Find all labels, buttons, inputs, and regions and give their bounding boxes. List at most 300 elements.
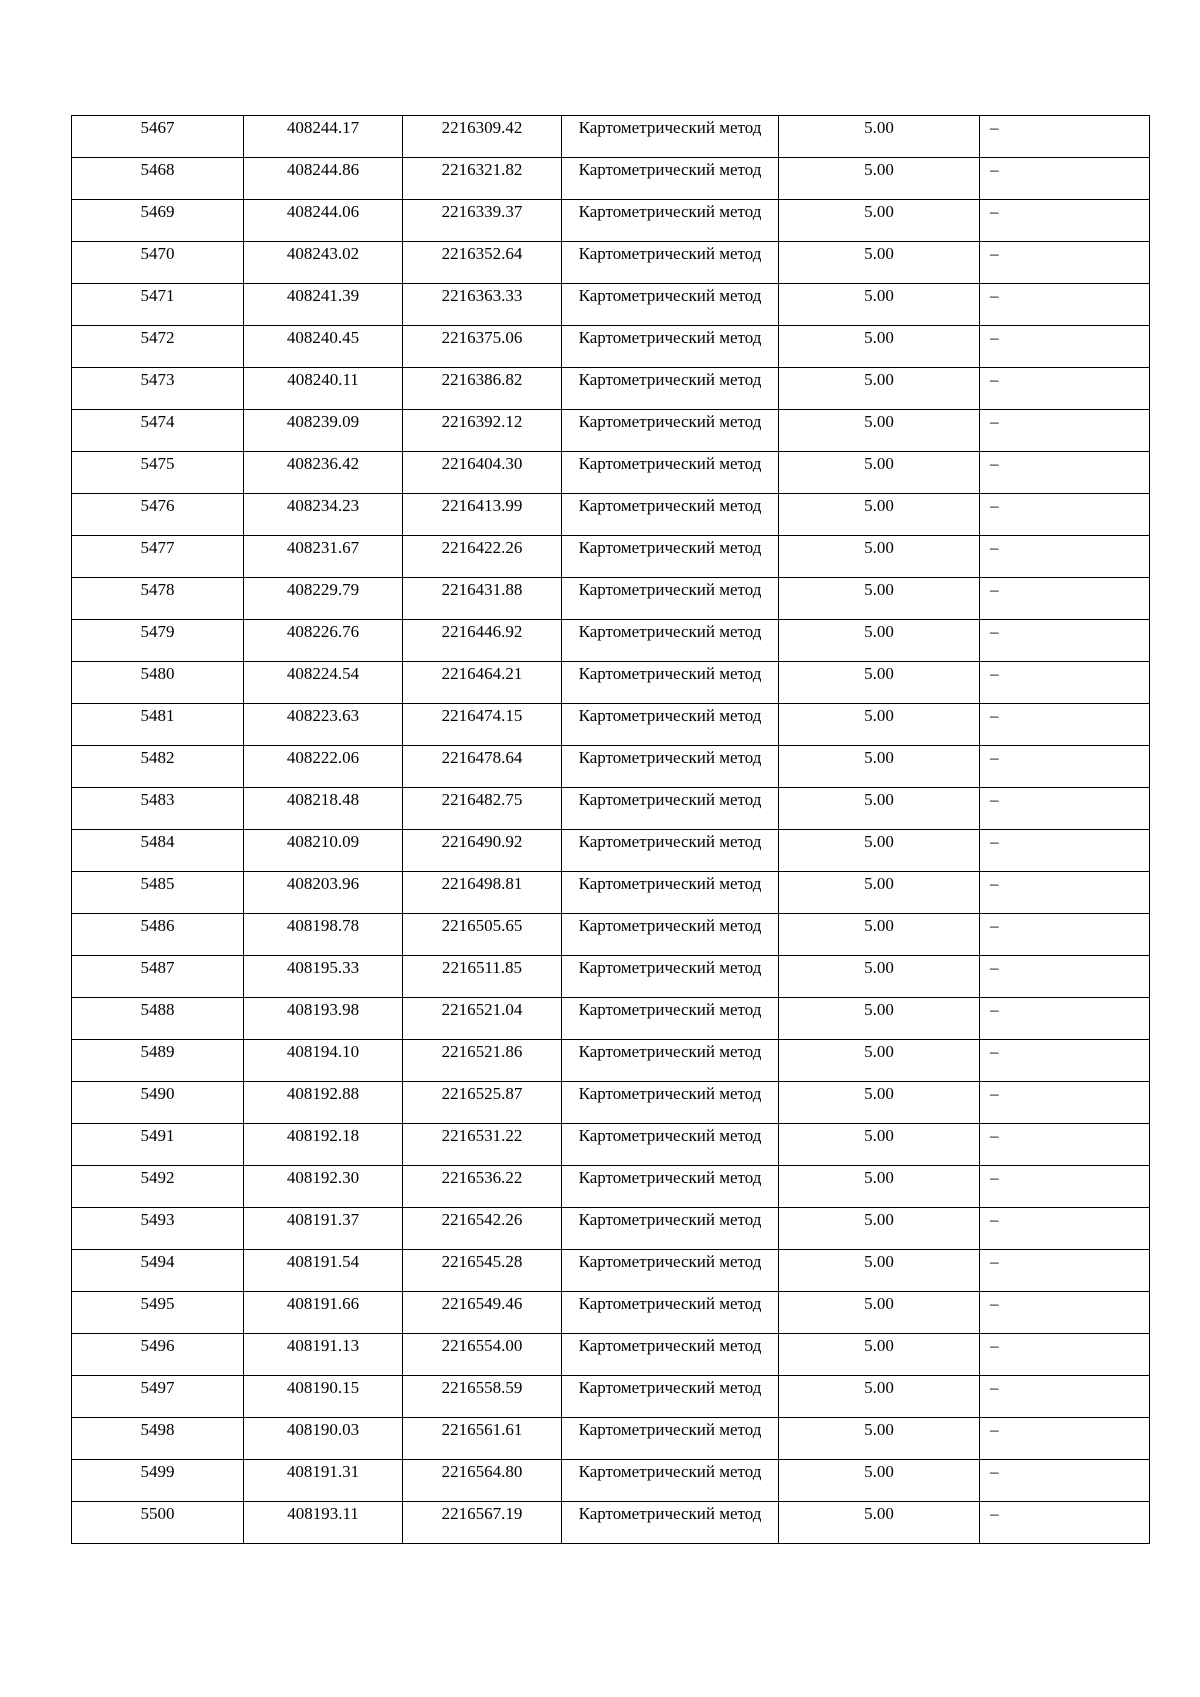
y-coordinate-text: 2216339.37	[441, 202, 523, 221]
method-text: Картометрический метод	[578, 328, 762, 347]
note-text: –	[990, 1336, 999, 1355]
x-coordinate-text: 408192.88	[286, 1084, 360, 1103]
y-coordinate-text: 2216375.06	[441, 328, 523, 347]
accuracy-cell	[779, 788, 980, 830]
point-number-cell	[72, 1376, 244, 1418]
y-coordinate-text: 2216505.65	[441, 916, 523, 935]
point-number-cell	[72, 494, 244, 536]
y-coordinate-cell	[403, 830, 562, 872]
table-row	[72, 998, 1150, 1040]
note-cell	[980, 284, 1150, 326]
x-coordinate-cell	[244, 620, 403, 662]
point-number-text: 5485	[140, 874, 175, 893]
x-coordinate-cell	[244, 326, 403, 368]
method-text: Картометрический метод	[578, 790, 762, 809]
y-coordinate-cell	[403, 494, 562, 536]
note-text: –	[990, 1294, 999, 1313]
accuracy-text: 5.00	[864, 538, 894, 557]
method-cell	[562, 704, 779, 746]
accuracy-text: 5.00	[864, 1336, 894, 1355]
note-text: –	[990, 370, 999, 389]
y-coordinate-text: 2216531.22	[441, 1126, 523, 1145]
accuracy-text: 5.00	[864, 1252, 894, 1271]
point-number-cell	[72, 1334, 244, 1376]
x-coordinate-cell	[244, 1166, 403, 1208]
accuracy-text: 5.00	[864, 496, 894, 515]
table-row	[72, 1292, 1150, 1334]
x-coordinate-cell	[244, 116, 403, 158]
point-number-text: 5490	[140, 1084, 175, 1103]
note-text: –	[990, 1126, 999, 1145]
y-coordinate-text: 2216521.04	[441, 1000, 523, 1019]
accuracy-text: 5.00	[864, 1462, 894, 1481]
y-coordinate-cell	[403, 200, 562, 242]
x-coordinate-cell	[244, 242, 403, 284]
accuracy-cell	[779, 494, 980, 536]
method-cell	[562, 158, 779, 200]
x-coordinate-text: 408192.18	[286, 1126, 360, 1145]
y-coordinate-cell	[403, 1250, 562, 1292]
table-row	[72, 620, 1150, 662]
x-coordinate-cell	[244, 1418, 403, 1460]
note-text: –	[990, 1462, 999, 1481]
point-number-cell	[72, 872, 244, 914]
table-row	[72, 410, 1150, 452]
method-cell	[562, 1166, 779, 1208]
note-text: –	[990, 160, 999, 179]
y-coordinate-text: 2216352.64	[441, 244, 523, 263]
point-number-cell	[72, 410, 244, 452]
accuracy-cell	[779, 662, 980, 704]
y-coordinate-cell	[403, 326, 562, 368]
table-row	[72, 536, 1150, 578]
y-coordinate-text: 2216478.64	[441, 748, 523, 767]
x-coordinate-cell	[244, 1460, 403, 1502]
x-coordinate-cell	[244, 830, 403, 872]
x-coordinate-cell	[244, 1250, 403, 1292]
note-text: –	[990, 202, 999, 221]
y-coordinate-text: 2216564.80	[441, 1462, 523, 1481]
note-text: –	[990, 454, 999, 473]
method-cell	[562, 1292, 779, 1334]
note-cell	[980, 494, 1150, 536]
accuracy-text: 5.00	[864, 1378, 894, 1397]
method-cell	[562, 1502, 779, 1544]
point-number-cell	[72, 746, 244, 788]
point-number-text: 5498	[140, 1420, 175, 1439]
x-coordinate-text: 408224.54	[286, 664, 360, 683]
note-cell	[980, 1166, 1150, 1208]
note-cell	[980, 620, 1150, 662]
point-number-text: 5470	[140, 244, 175, 263]
note-cell	[980, 1502, 1150, 1544]
point-number-text: 5472	[140, 328, 175, 347]
accuracy-cell	[779, 872, 980, 914]
y-coordinate-cell	[403, 704, 562, 746]
accuracy-cell	[779, 956, 980, 998]
y-coordinate-text: 2216490.92	[441, 832, 523, 851]
method-cell	[562, 1040, 779, 1082]
y-coordinate-cell	[403, 242, 562, 284]
point-number-cell	[72, 200, 244, 242]
x-coordinate-text: 408243.02	[286, 244, 360, 263]
x-coordinate-text: 408231.67	[286, 538, 360, 557]
point-number-text: 5473	[140, 370, 175, 389]
note-text: –	[990, 1084, 999, 1103]
x-coordinate-text: 408240.11	[287, 370, 359, 389]
point-number-text: 5492	[140, 1168, 175, 1187]
note-text: –	[990, 1000, 999, 1019]
point-number-cell	[72, 242, 244, 284]
y-coordinate-cell	[403, 1418, 562, 1460]
y-coordinate-cell	[403, 536, 562, 578]
x-coordinate-cell	[244, 1334, 403, 1376]
point-number-cell	[72, 368, 244, 410]
method-cell	[562, 1250, 779, 1292]
point-number-text: 5482	[140, 748, 175, 767]
y-coordinate-cell	[403, 746, 562, 788]
accuracy-text: 5.00	[864, 328, 894, 347]
x-coordinate-cell	[244, 1376, 403, 1418]
x-coordinate-text: 408236.42	[286, 454, 360, 473]
method-cell	[562, 914, 779, 956]
accuracy-text: 5.00	[864, 1000, 894, 1019]
x-coordinate-text: 408191.54	[286, 1252, 360, 1271]
accuracy-cell	[779, 1166, 980, 1208]
x-coordinate-text: 408239.09	[286, 412, 360, 431]
point-number-text: 5481	[140, 706, 175, 725]
method-cell	[562, 116, 779, 158]
accuracy-cell	[779, 914, 980, 956]
point-number-cell	[72, 1502, 244, 1544]
table-row	[72, 200, 1150, 242]
y-coordinate-cell	[403, 452, 562, 494]
x-coordinate-cell	[244, 1502, 403, 1544]
method-text: Картометрический метод	[578, 1168, 762, 1187]
point-number-text: 5496	[140, 1336, 175, 1355]
point-number-cell	[72, 1460, 244, 1502]
accuracy-cell	[779, 1418, 980, 1460]
accuracy-cell	[779, 116, 980, 158]
note-text: –	[990, 1210, 999, 1229]
x-coordinate-text: 408191.13	[286, 1336, 360, 1355]
method-cell	[562, 1208, 779, 1250]
y-coordinate-cell	[403, 914, 562, 956]
method-cell	[562, 1418, 779, 1460]
y-coordinate-cell	[403, 1208, 562, 1250]
y-coordinate-text: 2216413.99	[441, 496, 523, 515]
accuracy-text: 5.00	[864, 580, 894, 599]
accuracy-text: 5.00	[864, 1084, 894, 1103]
table-row	[72, 1334, 1150, 1376]
note-text: –	[990, 538, 999, 557]
note-cell	[980, 1082, 1150, 1124]
y-coordinate-cell	[403, 1292, 562, 1334]
method-text: Картометрический метод	[578, 1084, 762, 1103]
method-text: Картометрический метод	[578, 958, 762, 977]
x-coordinate-cell	[244, 1208, 403, 1250]
x-coordinate-text: 408191.31	[286, 1462, 360, 1481]
accuracy-text: 5.00	[864, 790, 894, 809]
x-coordinate-cell	[244, 410, 403, 452]
note-cell	[980, 200, 1150, 242]
y-coordinate-cell	[403, 410, 562, 452]
method-text: Картометрический метод	[578, 580, 762, 599]
table-row	[72, 1166, 1150, 1208]
y-coordinate-text: 2216474.15	[441, 706, 523, 725]
point-number-text: 5500	[140, 1504, 175, 1523]
accuracy-cell	[779, 242, 980, 284]
x-coordinate-cell	[244, 284, 403, 326]
note-text: –	[990, 1420, 999, 1439]
point-number-text: 5487	[140, 958, 175, 977]
method-text: Картометрический метод	[578, 1378, 762, 1397]
accuracy-text: 5.00	[864, 1504, 894, 1523]
method-cell	[562, 998, 779, 1040]
method-text: Картометрический метод	[578, 1504, 762, 1523]
accuracy-cell	[779, 1376, 980, 1418]
accuracy-text: 5.00	[864, 118, 894, 137]
accuracy-cell	[779, 1460, 980, 1502]
method-cell	[562, 872, 779, 914]
note-cell	[980, 1250, 1150, 1292]
x-coordinate-text: 408191.37	[286, 1210, 360, 1229]
point-number-text: 5471	[140, 286, 175, 305]
y-coordinate-cell	[403, 578, 562, 620]
table-row	[72, 1082, 1150, 1124]
y-coordinate-text: 2216404.30	[441, 454, 523, 473]
method-cell	[562, 1124, 779, 1166]
method-cell	[562, 788, 779, 830]
point-number-cell	[72, 1082, 244, 1124]
y-coordinate-cell	[403, 788, 562, 830]
note-cell	[980, 452, 1150, 494]
y-coordinate-text: 2216521.86	[441, 1042, 523, 1061]
accuracy-cell	[779, 578, 980, 620]
y-coordinate-text: 2216482.75	[441, 790, 523, 809]
method-text: Картометрический метод	[578, 160, 762, 179]
method-text: Картометрический метод	[578, 118, 762, 137]
accuracy-text: 5.00	[864, 202, 894, 221]
method-text: Картометрический метод	[578, 916, 762, 935]
note-cell	[980, 1460, 1150, 1502]
method-text: Картометрический метод	[578, 1000, 762, 1019]
point-number-cell	[72, 1292, 244, 1334]
table-row	[72, 242, 1150, 284]
point-number-cell	[72, 116, 244, 158]
y-coordinate-cell	[403, 662, 562, 704]
y-coordinate-text: 2216549.46	[441, 1294, 523, 1313]
table-row	[72, 956, 1150, 998]
accuracy-text: 5.00	[864, 1210, 894, 1229]
point-number-text: 5483	[140, 790, 175, 809]
accuracy-cell	[779, 536, 980, 578]
x-coordinate-text: 408244.06	[286, 202, 360, 221]
x-coordinate-cell	[244, 1292, 403, 1334]
point-number-text: 5475	[140, 454, 175, 473]
point-number-cell	[72, 578, 244, 620]
accuracy-cell	[779, 1334, 980, 1376]
point-number-cell	[72, 1250, 244, 1292]
accuracy-cell	[779, 1250, 980, 1292]
y-coordinate-text: 2216431.88	[441, 580, 523, 599]
accuracy-text: 5.00	[864, 1420, 894, 1439]
y-coordinate-cell	[403, 1082, 562, 1124]
method-text: Картометрический метод	[578, 664, 762, 683]
point-number-text: 5467	[140, 118, 175, 137]
method-cell	[562, 1082, 779, 1124]
table-row	[72, 452, 1150, 494]
note-cell	[980, 368, 1150, 410]
note-text: –	[990, 874, 999, 893]
x-coordinate-text: 408210.09	[286, 832, 360, 851]
method-text: Картометрический метод	[578, 538, 762, 557]
note-text: –	[990, 748, 999, 767]
y-coordinate-cell	[403, 1376, 562, 1418]
accuracy-text: 5.00	[864, 664, 894, 683]
method-text: Картометрический метод	[578, 1126, 762, 1145]
x-coordinate-text: 408229.79	[286, 580, 360, 599]
table-row	[72, 788, 1150, 830]
note-cell	[980, 704, 1150, 746]
accuracy-text: 5.00	[864, 454, 894, 473]
method-text: Картометрический метод	[578, 874, 762, 893]
x-coordinate-cell	[244, 1040, 403, 1082]
point-number-cell	[72, 704, 244, 746]
table-row	[72, 746, 1150, 788]
note-text: –	[990, 286, 999, 305]
x-coordinate-text: 408193.11	[287, 1504, 359, 1523]
y-coordinate-cell	[403, 998, 562, 1040]
table-row	[72, 872, 1150, 914]
method-cell	[562, 746, 779, 788]
method-cell	[562, 200, 779, 242]
note-cell	[980, 830, 1150, 872]
accuracy-text: 5.00	[864, 244, 894, 263]
method-cell	[562, 242, 779, 284]
x-coordinate-cell	[244, 788, 403, 830]
x-coordinate-text: 408195.33	[286, 958, 360, 977]
note-text: –	[990, 1042, 999, 1061]
point-number-cell	[72, 998, 244, 1040]
note-text: –	[990, 580, 999, 599]
x-coordinate-text: 408234.23	[286, 496, 360, 515]
method-cell	[562, 410, 779, 452]
note-text: –	[990, 118, 999, 137]
accuracy-text: 5.00	[864, 1294, 894, 1313]
note-text: –	[990, 832, 999, 851]
accuracy-cell	[779, 368, 980, 410]
table-row	[72, 1502, 1150, 1544]
point-number-cell	[72, 914, 244, 956]
table-row	[72, 1376, 1150, 1418]
accuracy-text: 5.00	[864, 412, 894, 431]
y-coordinate-cell	[403, 284, 562, 326]
y-coordinate-text: 2216321.82	[441, 160, 523, 179]
accuracy-text: 5.00	[864, 1126, 894, 1145]
note-cell	[980, 1376, 1150, 1418]
point-number-text: 5488	[140, 1000, 175, 1019]
note-cell	[980, 1124, 1150, 1166]
accuracy-cell	[779, 998, 980, 1040]
accuracy-text: 5.00	[864, 370, 894, 389]
point-number-text: 5493	[140, 1210, 175, 1229]
method-cell	[562, 1376, 779, 1418]
point-number-text: 5495	[140, 1294, 175, 1313]
method-text: Картометрический метод	[578, 748, 762, 767]
table-row	[72, 830, 1150, 872]
accuracy-text: 5.00	[864, 958, 894, 977]
note-text: –	[990, 622, 999, 641]
y-coordinate-text: 2216558.59	[441, 1378, 523, 1397]
x-coordinate-cell	[244, 872, 403, 914]
accuracy-cell	[779, 1502, 980, 1544]
method-text: Картометрический метод	[578, 706, 762, 725]
accuracy-cell	[779, 410, 980, 452]
method-text: Картометрический метод	[578, 244, 762, 263]
method-cell	[562, 578, 779, 620]
x-coordinate-cell	[244, 746, 403, 788]
point-number-text: 5468	[140, 160, 175, 179]
accuracy-text: 5.00	[864, 748, 894, 767]
accuracy-cell	[779, 746, 980, 788]
table-row	[72, 1460, 1150, 1502]
y-coordinate-cell	[403, 956, 562, 998]
y-coordinate-cell	[403, 368, 562, 410]
point-number-text: 5480	[140, 664, 175, 683]
note-text: –	[990, 1252, 999, 1271]
x-coordinate-text: 408191.66	[286, 1294, 360, 1313]
x-coordinate-text: 408244.17	[286, 118, 360, 137]
x-coordinate-text: 408222.06	[286, 748, 360, 767]
x-coordinate-cell	[244, 1124, 403, 1166]
method-text: Картометрический метод	[578, 370, 762, 389]
y-coordinate-text: 2216498.81	[441, 874, 523, 893]
note-cell	[980, 326, 1150, 368]
y-coordinate-text: 2216545.28	[441, 1252, 523, 1271]
method-cell	[562, 284, 779, 326]
point-number-text: 5494	[140, 1252, 175, 1271]
x-coordinate-text: 408190.03	[286, 1420, 360, 1439]
table-row	[72, 116, 1150, 158]
point-number-cell	[72, 956, 244, 998]
point-number-text: 5474	[140, 412, 175, 431]
point-number-text: 5499	[140, 1462, 175, 1481]
x-coordinate-cell	[244, 704, 403, 746]
note-text: –	[990, 412, 999, 431]
accuracy-cell	[779, 284, 980, 326]
x-coordinate-text: 408198.78	[286, 916, 360, 935]
table-row	[72, 158, 1150, 200]
note-text: –	[990, 496, 999, 515]
point-number-cell	[72, 1166, 244, 1208]
x-coordinate-text: 408192.30	[286, 1168, 360, 1187]
method-text: Картометрический метод	[578, 1336, 762, 1355]
accuracy-text: 5.00	[864, 622, 894, 641]
accuracy-text: 5.00	[864, 916, 894, 935]
note-text: –	[990, 664, 999, 683]
y-coordinate-text: 2216536.22	[441, 1168, 523, 1187]
coordinates-table	[71, 115, 1150, 1544]
point-number-text: 5478	[140, 580, 175, 599]
x-coordinate-text: 408194.10	[286, 1042, 360, 1061]
y-coordinate-text: 2216511.85	[441, 958, 523, 977]
point-number-text: 5477	[140, 538, 175, 557]
method-cell	[562, 368, 779, 410]
y-coordinate-cell	[403, 1334, 562, 1376]
y-coordinate-text: 2216309.42	[441, 118, 523, 137]
y-coordinate-cell	[403, 872, 562, 914]
